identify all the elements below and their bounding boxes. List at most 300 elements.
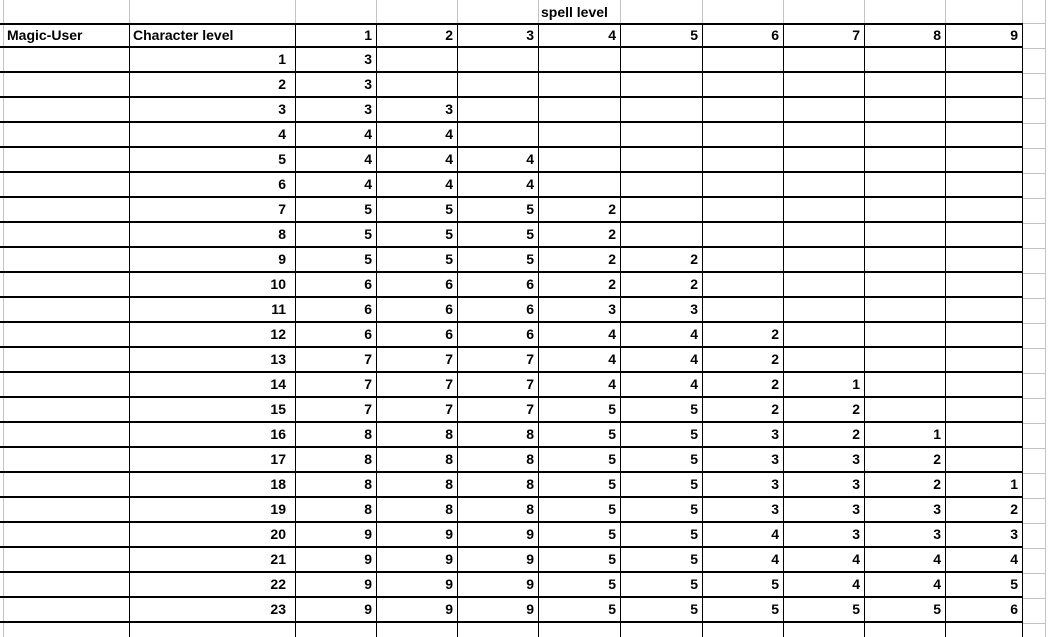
character-level-cell[interactable]: 21 (130, 548, 296, 571)
grid-cell[interactable] (703, 0, 784, 23)
spell-slot-cell[interactable]: 8 (377, 423, 458, 446)
spell-slot-cell[interactable] (865, 173, 946, 196)
spell-slot-cell[interactable] (784, 98, 865, 121)
spell-slot-cell[interactable]: 4 (296, 173, 377, 196)
table-row (0, 423, 1023, 448)
spell-slot-cell[interactable] (621, 48, 703, 71)
spell-slot-cell[interactable]: 7 (296, 373, 377, 396)
spell-slot-cell[interactable]: 3 (865, 498, 946, 521)
spell-slot-cell[interactable]: 5 (539, 448, 621, 471)
gridline (1023, 524, 1045, 549)
spell-slot-cell[interactable] (539, 173, 621, 196)
character-level-cell[interactable]: 20 (130, 523, 296, 546)
spell-level-header-cell[interactable]: 8 (865, 25, 946, 46)
spell-slot-cell[interactable] (865, 148, 946, 171)
gridline (1023, 499, 1045, 524)
spell-slot-cell[interactable]: 8 (458, 498, 539, 521)
spell-slot-cell[interactable]: 9 (296, 548, 377, 571)
spell-slot-cell[interactable]: 9 (296, 573, 377, 596)
partial-cell[interactable] (784, 623, 865, 637)
spell-slot-cell[interactable] (784, 148, 865, 171)
top-gridline-row (0, 0, 1023, 23)
spell-slot-cell[interactable]: 6 (458, 273, 539, 296)
partial-cell[interactable] (296, 623, 377, 637)
spell-slot-cell[interactable]: 7 (377, 373, 458, 396)
spell-slot-cell[interactable]: 5 (784, 598, 865, 621)
spell-slot-cell[interactable] (865, 48, 946, 71)
spell-slot-cell[interactable] (865, 348, 946, 371)
character-level-cell[interactable]: 5 (130, 148, 296, 171)
grid-cell[interactable] (296, 0, 377, 23)
table-body (0, 48, 1048, 623)
spell-slot-cell[interactable]: 3 (621, 298, 703, 321)
class-column-cell[interactable] (4, 73, 130, 96)
spell-slot-cell[interactable]: 5 (865, 598, 946, 621)
spell-slot-cell[interactable]: 1 (946, 473, 1023, 496)
spell-slot-cell[interactable] (865, 298, 946, 321)
spell-slot-cell[interactable] (784, 198, 865, 221)
character-level-cell[interactable]: 22 (130, 573, 296, 596)
class-column-cell[interactable] (4, 48, 130, 71)
character-level-cell[interactable]: 14 (130, 373, 296, 396)
spell-slot-cell[interactable]: 9 (458, 573, 539, 596)
spell-slot-cell[interactable]: 9 (458, 598, 539, 621)
spell-slot-cell[interactable] (946, 348, 1023, 371)
partial-cell[interactable] (4, 623, 130, 637)
spell-slot-cell[interactable]: 5 (703, 573, 784, 596)
spell-slot-cell[interactable]: 4 (377, 148, 458, 171)
spell-slot-cell[interactable] (946, 48, 1023, 71)
spell-slot-cell[interactable]: 9 (377, 523, 458, 546)
spell-slot-cell[interactable] (703, 248, 784, 271)
class-column-cell[interactable] (4, 548, 130, 571)
spell-slot-cell[interactable]: 5 (621, 448, 703, 471)
spell-slot-cell[interactable]: 3 (296, 98, 377, 121)
spell-slot-cell[interactable]: 6 (296, 323, 377, 346)
spell-slot-cell[interactable]: 8 (377, 448, 458, 471)
character-level-cell[interactable]: 6 (130, 173, 296, 196)
class-column-cell[interactable] (4, 173, 130, 196)
spell-slot-cell[interactable] (946, 248, 1023, 271)
spell-slot-cell[interactable]: 8 (377, 473, 458, 496)
spell-slot-cell[interactable]: 4 (621, 323, 703, 346)
spell-slot-cell[interactable] (946, 73, 1023, 96)
spell-slot-cell[interactable]: 2 (703, 398, 784, 421)
spell-slot-cell[interactable]: 9 (377, 548, 458, 571)
grid-cell[interactable] (621, 0, 703, 23)
spell-slot-cell[interactable]: 9 (296, 523, 377, 546)
spell-slot-cell[interactable]: 7 (458, 348, 539, 371)
spell-slot-cell[interactable] (784, 248, 865, 271)
spell-slot-cell[interactable]: 5 (458, 223, 539, 246)
spell-slot-cell[interactable] (865, 273, 946, 296)
partial-cell[interactable] (946, 623, 1023, 637)
spell-slot-cell[interactable]: 6 (946, 598, 1023, 621)
class-name-cell[interactable]: Magic-User (4, 25, 130, 46)
spell-slot-cell[interactable] (946, 298, 1023, 321)
table-row (0, 298, 1023, 323)
spell-slot-cell[interactable]: 6 (458, 323, 539, 346)
spell-slot-cell[interactable] (703, 298, 784, 321)
spell-slot-cell[interactable]: 2 (621, 273, 703, 296)
spell-slot-cell[interactable] (865, 398, 946, 421)
spell-slot-cell[interactable]: 3 (703, 423, 784, 446)
spell-slot-cell[interactable] (539, 73, 621, 96)
spell-slot-cell[interactable]: 9 (296, 598, 377, 621)
spell-slot-cell[interactable]: 4 (458, 173, 539, 196)
spell-slot-cell[interactable]: 5 (458, 248, 539, 271)
spell-slot-cell[interactable] (865, 323, 946, 346)
class-column-cell[interactable] (4, 148, 130, 171)
class-column-cell[interactable] (4, 498, 130, 521)
spell-slot-cell[interactable]: 8 (296, 448, 377, 471)
spell-slot-cell[interactable]: 2 (865, 448, 946, 471)
spell-slot-cell[interactable] (784, 123, 865, 146)
spell-slot-cell[interactable]: 7 (296, 398, 377, 421)
spell-slot-cell[interactable]: 3 (865, 523, 946, 546)
spell-slot-cell[interactable] (703, 98, 784, 121)
spell-slot-cell[interactable] (946, 323, 1023, 346)
class-column-cell[interactable] (4, 198, 130, 221)
spell-slot-cell[interactable]: 5 (377, 223, 458, 246)
spell-slot-cell[interactable]: 2 (784, 398, 865, 421)
spell-slot-cell[interactable] (946, 198, 1023, 221)
class-column-cell[interactable] (4, 523, 130, 546)
spell-level-header-cell[interactable]: 3 (458, 25, 539, 46)
spell-slot-cell[interactable]: 5 (539, 423, 621, 446)
spell-slot-cell[interactable] (865, 373, 946, 396)
spell-slot-cell[interactable]: 4 (621, 373, 703, 396)
spell-slot-cell[interactable] (703, 123, 784, 146)
spell-slot-cell[interactable]: 5 (296, 248, 377, 271)
spell-slot-cell[interactable] (458, 123, 539, 146)
spell-slot-cell[interactable] (458, 98, 539, 121)
spell-slot-cell[interactable]: 2 (539, 248, 621, 271)
spell-slot-cell[interactable]: 8 (458, 473, 539, 496)
spell-slot-cell[interactable] (946, 148, 1023, 171)
spell-slot-cell[interactable]: 3 (377, 98, 458, 121)
spell-slot-cell[interactable] (458, 73, 539, 96)
spell-slot-cell[interactable] (621, 123, 703, 146)
spell-slot-cell[interactable]: 3 (946, 523, 1023, 546)
character-level-cell[interactable]: 1 (130, 48, 296, 71)
spell-slot-cell[interactable]: 5 (621, 598, 703, 621)
spell-slot-cell[interactable] (377, 73, 458, 96)
spell-slot-cell[interactable]: 5 (621, 473, 703, 496)
spell-slot-cell[interactable]: 5 (621, 398, 703, 421)
spell-slot-cell[interactable]: 2 (621, 248, 703, 271)
spell-slot-cell[interactable]: 7 (296, 348, 377, 371)
spell-slot-cell[interactable] (784, 173, 865, 196)
spell-slot-cell[interactable]: 5 (377, 198, 458, 221)
grid-cell[interactable] (4, 0, 130, 23)
spell-slot-cell[interactable]: 5 (539, 398, 621, 421)
spell-slot-cell[interactable] (865, 223, 946, 246)
spell-slot-cell[interactable]: 2 (946, 498, 1023, 521)
class-column-cell[interactable] (4, 573, 130, 596)
spell-slot-cell[interactable] (865, 198, 946, 221)
spell-slot-cell[interactable]: 1 (865, 423, 946, 446)
spell-slot-cell[interactable]: 2 (539, 223, 621, 246)
spell-slot-cell[interactable]: 6 (377, 323, 458, 346)
character-level-cell[interactable]: 23 (130, 598, 296, 621)
spell-slot-cell[interactable]: 4 (539, 373, 621, 396)
character-level-cell[interactable]: 16 (130, 423, 296, 446)
spell-slot-cell[interactable]: 3 (784, 473, 865, 496)
spell-slot-cell[interactable] (703, 223, 784, 246)
spell-slot-cell[interactable]: 5 (539, 523, 621, 546)
character-level-cell[interactable]: 7 (130, 198, 296, 221)
class-column-cell[interactable] (4, 348, 130, 371)
class-column-cell[interactable] (4, 373, 130, 396)
spell-slot-cell[interactable]: 6 (377, 298, 458, 321)
spell-slot-cell[interactable]: 4 (296, 123, 377, 146)
spell-slot-cell[interactable] (946, 273, 1023, 296)
spell-level-header-cell[interactable]: 5 (621, 25, 703, 46)
class-column-cell[interactable] (4, 248, 130, 271)
character-level-cell[interactable]: 3 (130, 98, 296, 121)
grid-cell[interactable] (377, 0, 458, 23)
character-level-cell[interactable]: 15 (130, 398, 296, 421)
spell-slot-cell[interactable]: 2 (865, 473, 946, 496)
spell-slot-cell[interactable]: 3 (296, 73, 377, 96)
spell-slot-cell[interactable]: 4 (539, 323, 621, 346)
spell-slot-cell[interactable]: 7 (458, 398, 539, 421)
spell-slot-cell[interactable] (621, 173, 703, 196)
spell-slot-cell[interactable] (703, 48, 784, 71)
spell-slot-cell[interactable]: 6 (296, 298, 377, 321)
table-row (0, 98, 1023, 123)
class-column-cell[interactable] (4, 323, 130, 346)
spell-slot-cell[interactable] (946, 173, 1023, 196)
spell-slot-cell[interactable] (946, 223, 1023, 246)
spell-slot-cell[interactable]: 5 (296, 198, 377, 221)
spell-slot-cell[interactable]: 3 (784, 498, 865, 521)
spell-slot-cell[interactable]: 3 (784, 448, 865, 471)
spell-slot-cell[interactable]: 8 (458, 448, 539, 471)
spell-slot-cell[interactable]: 4 (377, 123, 458, 146)
partial-cell[interactable] (130, 623, 296, 637)
spell-slot-cell[interactable]: 1 (784, 373, 865, 396)
class-column-cell[interactable] (4, 223, 130, 246)
spell-level-banner-cell[interactable]: spell level (541, 4, 608, 20)
spell-slot-cell[interactable] (946, 448, 1023, 471)
spell-slot-cell[interactable]: 5 (539, 548, 621, 571)
spell-slot-cell[interactable]: 2 (703, 323, 784, 346)
spell-slot-cell[interactable] (703, 173, 784, 196)
spell-slot-cell[interactable]: 2 (539, 198, 621, 221)
spell-slot-cell[interactable]: 4 (784, 573, 865, 596)
spell-slot-cell[interactable] (784, 298, 865, 321)
character-level-cell[interactable]: 18 (130, 473, 296, 496)
spell-slot-cell[interactable]: 2 (703, 348, 784, 371)
spell-slot-cell[interactable] (784, 73, 865, 96)
spell-slot-cell[interactable] (703, 73, 784, 96)
spell-slot-cell[interactable]: 4 (946, 548, 1023, 571)
spell-slot-cell[interactable] (621, 223, 703, 246)
table-row (0, 598, 1023, 623)
spell-slot-cell[interactable]: 4 (865, 573, 946, 596)
gridline (1023, 599, 1045, 624)
spell-level-header-cell[interactable]: 6 (703, 25, 784, 46)
spell-slot-cell[interactable]: 3 (703, 448, 784, 471)
spell-slot-cell[interactable] (539, 148, 621, 171)
spell-slot-cell[interactable]: 3 (703, 498, 784, 521)
class-column-cell[interactable] (4, 423, 130, 446)
spell-slot-cell[interactable] (621, 98, 703, 121)
spell-slot-cell[interactable]: 4 (784, 548, 865, 571)
character-level-cell[interactable]: 9 (130, 248, 296, 271)
table-row (0, 573, 1023, 598)
spell-slot-cell[interactable]: 5 (458, 198, 539, 221)
spell-slot-cell[interactable]: 4 (703, 523, 784, 546)
spell-slot-cell[interactable]: 5 (946, 573, 1023, 596)
partial-cell[interactable] (377, 623, 458, 637)
spell-level-header-cell[interactable]: 2 (377, 25, 458, 46)
spell-slot-cell[interactable]: 2 (539, 273, 621, 296)
spell-slot-cell[interactable]: 8 (296, 423, 377, 446)
spell-slot-cell[interactable]: 5 (296, 223, 377, 246)
character-level-cell[interactable]: 19 (130, 498, 296, 521)
spell-slot-cell[interactable] (703, 273, 784, 296)
spell-slot-cell[interactable] (539, 98, 621, 121)
spell-slot-cell[interactable]: 5 (539, 573, 621, 596)
spell-slot-cell[interactable]: 4 (865, 548, 946, 571)
grid-cell[interactable] (946, 0, 1023, 23)
partial-cell[interactable] (703, 623, 784, 637)
spell-slot-cell[interactable] (946, 398, 1023, 421)
spell-slot-cell[interactable]: 3 (784, 523, 865, 546)
spell-slot-cell[interactable]: 9 (377, 598, 458, 621)
spell-slot-cell[interactable]: 5 (377, 248, 458, 271)
grid-cell[interactable] (865, 0, 946, 23)
spell-slot-cell[interactable] (784, 48, 865, 71)
spell-slot-cell[interactable] (865, 248, 946, 271)
spell-slot-cell[interactable] (621, 73, 703, 96)
spell-slot-cell[interactable] (784, 273, 865, 296)
spell-slot-cell[interactable]: 8 (296, 473, 377, 496)
spell-level-header-cell[interactable]: 4 (539, 25, 621, 46)
spell-slot-cell[interactable]: 5 (621, 523, 703, 546)
spell-slot-cell[interactable]: 4 (377, 173, 458, 196)
spell-slot-cell[interactable] (865, 98, 946, 121)
spell-slot-cell[interactable]: 9 (377, 573, 458, 596)
character-level-cell[interactable]: 10 (130, 273, 296, 296)
spell-slot-cell[interactable] (784, 323, 865, 346)
spell-slot-cell[interactable]: 5 (539, 598, 621, 621)
class-column-cell[interactable] (4, 473, 130, 496)
spell-slot-cell[interactable] (621, 148, 703, 171)
spell-slot-cell[interactable] (377, 48, 458, 71)
spell-slot-cell[interactable]: 8 (377, 498, 458, 521)
spell-slot-cell[interactable]: 7 (458, 373, 539, 396)
character-level-cell[interactable]: 11 (130, 298, 296, 321)
gridline (1023, 24, 1045, 49)
character-level-cell[interactable]: 8 (130, 223, 296, 246)
spell-slot-cell[interactable]: 4 (539, 348, 621, 371)
spell-slot-cell[interactable]: 2 (784, 423, 865, 446)
spell-slot-cell[interactable] (703, 148, 784, 171)
spell-slot-cell[interactable]: 5 (621, 548, 703, 571)
character-level-cell[interactable]: 4 (130, 123, 296, 146)
gridline (1023, 49, 1045, 74)
grid-cell[interactable] (458, 0, 539, 23)
spell-slot-cell[interactable]: 6 (458, 298, 539, 321)
spell-slot-cell[interactable]: 9 (458, 548, 539, 571)
character-level-cell[interactable]: 2 (130, 73, 296, 96)
spell-slot-cell[interactable]: 3 (539, 298, 621, 321)
spell-slot-cell[interactable]: 7 (377, 398, 458, 421)
character-level-cell[interactable]: 12 (130, 323, 296, 346)
spell-slot-cell[interactable] (865, 73, 946, 96)
spell-slot-cell[interactable]: 2 (703, 373, 784, 396)
class-column-cell[interactable] (4, 398, 130, 421)
spell-slot-cell[interactable]: 5 (539, 473, 621, 496)
class-column-cell[interactable] (4, 298, 130, 321)
partial-cell[interactable] (621, 623, 703, 637)
spell-slot-cell[interactable] (539, 123, 621, 146)
grid-cell[interactable] (784, 0, 865, 23)
spell-slot-cell[interactable]: 5 (621, 498, 703, 521)
character-level-header-cell[interactable]: Character level (130, 25, 296, 46)
spell-slot-cell[interactable]: 9 (458, 523, 539, 546)
spell-slot-cell[interactable] (539, 48, 621, 71)
spell-slot-cell[interactable]: 4 (296, 148, 377, 171)
character-level-cell[interactable]: 17 (130, 448, 296, 471)
spell-slot-cell[interactable] (946, 423, 1023, 446)
spell-slot-cell[interactable]: 7 (377, 348, 458, 371)
spell-slot-cell[interactable] (946, 123, 1023, 146)
partial-cell[interactable] (539, 623, 621, 637)
spell-slot-cell[interactable]: 8 (296, 498, 377, 521)
class-column-cell[interactable] (4, 123, 130, 146)
spell-slot-cell[interactable]: 6 (377, 273, 458, 296)
spell-slot-cell[interactable]: 4 (703, 548, 784, 571)
spell-level-header-cell[interactable]: 1 (296, 25, 377, 46)
gridline (1023, 474, 1045, 499)
class-column-cell[interactable] (4, 448, 130, 471)
spell-slot-cell[interactable] (784, 223, 865, 246)
spell-slot-cell[interactable]: 5 (621, 423, 703, 446)
spell-slot-cell[interactable]: 3 (703, 473, 784, 496)
spell-slot-cell[interactable]: 3 (296, 48, 377, 71)
spell-slot-cell[interactable]: 5 (539, 498, 621, 521)
spell-slot-cell[interactable] (784, 348, 865, 371)
class-column-cell[interactable] (4, 273, 130, 296)
grid-cell[interactable] (130, 0, 296, 23)
class-column-cell[interactable] (4, 598, 130, 621)
spell-slot-cell[interactable]: 4 (458, 148, 539, 171)
spell-slot-cell[interactable]: 5 (621, 573, 703, 596)
spell-slot-cell[interactable] (946, 373, 1023, 396)
gridline (1023, 0, 1045, 24)
spell-slot-cell[interactable] (458, 48, 539, 71)
spell-level-header-cell[interactable]: 7 (784, 25, 865, 46)
spell-slot-cell[interactable]: 8 (458, 423, 539, 446)
spell-slot-cell[interactable]: 6 (296, 273, 377, 296)
spell-slot-cell[interactable] (703, 198, 784, 221)
spell-slot-cell[interactable]: 4 (621, 348, 703, 371)
spell-slot-cell[interactable] (865, 123, 946, 146)
spell-slot-cell[interactable] (946, 98, 1023, 121)
character-level-cell[interactable]: 13 (130, 348, 296, 371)
class-column-cell[interactable] (4, 98, 130, 121)
spell-slot-cell[interactable]: 5 (703, 598, 784, 621)
partial-cell[interactable] (458, 623, 539, 637)
spell-level-header-cell[interactable]: 9 (946, 25, 1023, 46)
spell-slot-cell[interactable] (621, 198, 703, 221)
partial-cell[interactable] (865, 623, 946, 637)
